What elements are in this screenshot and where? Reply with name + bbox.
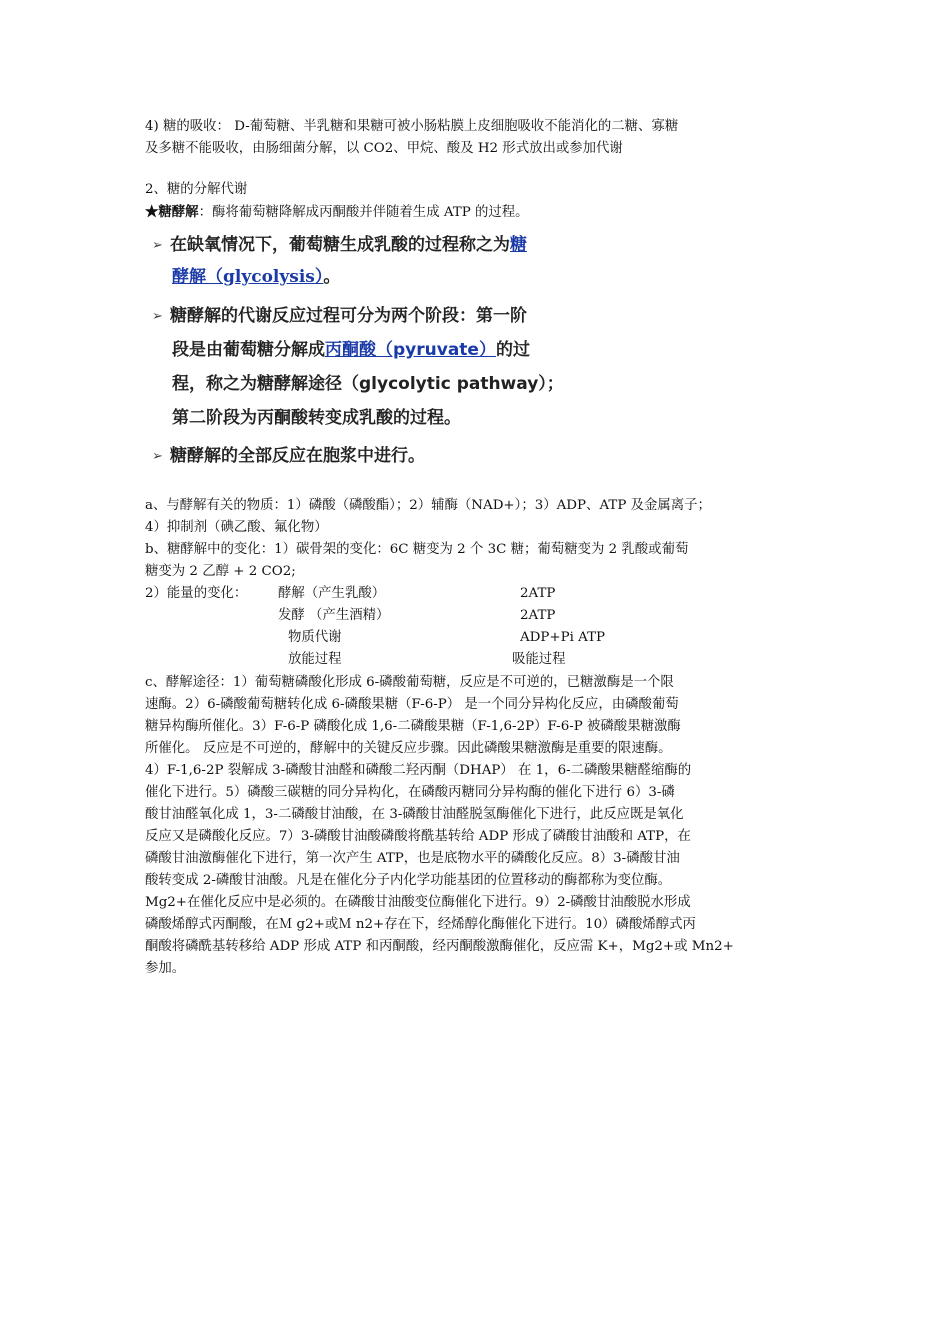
text-line: 速酶。2）6-磷酸葡萄糖转化成 6-磷酸果糖（F-6-P） 是一个同分异构化反应，由磷酸葡萄: [145, 697, 679, 712]
energy-row-2-left: 发酵 （产生酒精）: [278, 608, 390, 623]
arrow-bullet-icon: ➢: [152, 238, 163, 253]
energy-row-2-right: 2ATP: [520, 608, 556, 623]
definition-text: ：酶将葡萄糖降解成丙酮酸并伴随着生成 ATP 的过程。: [198, 205, 529, 220]
energy-label: 2）能量的变化：: [145, 586, 248, 601]
text-line: 磷酸烯醇式丙酮酸，在Ｍ g2+或Ｍ n2+存在下，经烯醇化酶催化下进行。10）磷酸烯醇式丙: [145, 917, 696, 932]
bullet-2: [152, 301, 527, 331]
glycolysis-link[interactable]: 糖: [510, 235, 527, 255]
arrow-bullet-icon: ➢: [152, 309, 163, 324]
text-line: 酮酸将磷酰基转移给 ADP 形成 ATP 和丙酮酸，经丙酮酸激酶催化，反应需 K+，Mg2+或 Mn2+: [145, 939, 734, 954]
energy-row-4-right: 吸能过程: [512, 652, 566, 667]
text-line: 4）F-1,6-2P 裂解成 3-磷酸甘油醛和磷酸二羟丙酮（DHAP） 在 1，6-二磷酸果糖醛缩酶的: [145, 763, 692, 778]
text-line: b、糖酵解中的变化：1）碳骨架的变化：6C 糖变为 2 个 3C 糖；葡萄糖变为 2 乳酸或葡萄: [145, 542, 689, 557]
bullet-1-text: 在缺氧情况下，葡萄糖生成乳酸的过程称之为: [170, 235, 510, 255]
text-line: 及多糖不能吸收，由肠细菌分解，以 CO2、甲烷、酸及 H2 形式放出或参加代谢: [145, 141, 623, 156]
text-line: 所催化。 反应是不可逆的，酵解中的关键反应步骤。因此磷酸果糖激酶是重要的限速酶。: [145, 741, 672, 756]
text-line: 催化下进行。5）磷酸三碳糖的同分异构化，在磷酸丙糖同分异构酶的催化下进行 6）3-磷: [145, 785, 675, 800]
text-line: 糖变为 2 乙醇 + 2 CO2;: [145, 564, 296, 579]
bullet-2-text: 糖酵解的代谢反应过程可分为两个阶段：第一阶: [170, 306, 527, 326]
glycolysis-link-cont[interactable]: 酵解（glycolysis）: [172, 267, 324, 287]
absorption-paragraph: [145, 116, 810, 160]
text-line: a、与酵解有关的物质：1）磷酸（磷酸酯）；2）辅酶（NAD+）；3）ADP、ATP 及金属离子；: [145, 498, 711, 513]
arrow-bullet-icon: ➢: [152, 449, 163, 464]
bullet-1-end: 。: [323, 267, 341, 287]
text-line: 糖异构酶所催化。3）F-6-P 磷酸化成 1,6-二磷酸果糖（F-1,6-2P）F-6-P 被磷酸果糖激酶: [145, 719, 681, 734]
text-line: 磷酸甘油激酶催化下进行，第一次产生 ATP，也是底物水平的磷酸化反应。8）3-磷酸甘油: [145, 851, 680, 866]
energy-row-1-right: 2ATP: [520, 586, 556, 601]
bullet-1-cont: [172, 262, 340, 292]
text-line: 4) 糖的吸收： D-葡萄糖、半乳糖和果糖可被小肠粘膜上皮细胞吸收不能消化的二糖、寡糖: [145, 119, 679, 134]
bullet-3-text: 糖酵解的全部反应在胞浆中进行。: [170, 446, 425, 466]
energy-row-4-left: 放能过程: [288, 652, 342, 667]
text-line: c、酵解途径：1）葡萄糖磷酸化形成 6-磷酸葡萄糖，反应是不可逆的，已糖激酶是一个限: [145, 675, 674, 690]
text-line: 酸转变成 2-磷酸甘油酸。凡是在催化分子内化学功能基团的位置移动的酶都称为变位酶。: [145, 873, 672, 888]
text-line: 参加。: [145, 961, 186, 976]
bullet-2-line2: [172, 335, 530, 365]
energy-row-3-left: 物质代谢: [288, 630, 342, 645]
bullet-3: [152, 441, 425, 471]
bullet-2-line2-a: 段是由葡萄糖分解成: [172, 340, 325, 360]
bullet-1: [152, 230, 527, 260]
bullet-2-line2-b: 的过: [495, 340, 530, 360]
text-line: 反应又是磷酸化反应。7）3-磷酸甘油酸磷酸将酰基转给 ADP 形成了磷酸甘油酸和 ATP，在: [145, 829, 691, 844]
text-line: 4）抑制剂（碘乙酸、氟化物）: [145, 520, 328, 535]
glycolysis-definition: [145, 201, 810, 224]
pyruvate-link[interactable]: 丙酮酸（pyruvate）: [325, 340, 496, 360]
bullet-2-line3: 程，称之为糖酵解途径（glycolytic pathway）；: [172, 374, 564, 394]
energy-row-3-right: ADP+Pi ATP: [520, 630, 606, 645]
energy-row-1-left: 酵解（产生乳酸）: [278, 586, 386, 601]
bullet-2-line4: 第二阶段为丙酮酸转变成乳酸的过程。: [172, 408, 461, 428]
section-title: 2、糖的分解代谢: [145, 182, 248, 197]
text-line: 酸甘油醛氧化成 1，3-二磷酸甘油酸，在 3-磷酸甘油醛脱氢酶催化下进行，此反应既是氧化: [145, 807, 684, 822]
section-heading: [145, 179, 810, 224]
lower-section: [145, 495, 810, 583]
text-line: Mg2+在催化反应中是必须的。在磷酸甘油酸变位酶催化下进行。9）2-磷酸甘油酸脱水形成: [145, 895, 691, 910]
star-term: ★糖酵解: [145, 204, 199, 220]
pathway-paragraph: [145, 672, 810, 980]
